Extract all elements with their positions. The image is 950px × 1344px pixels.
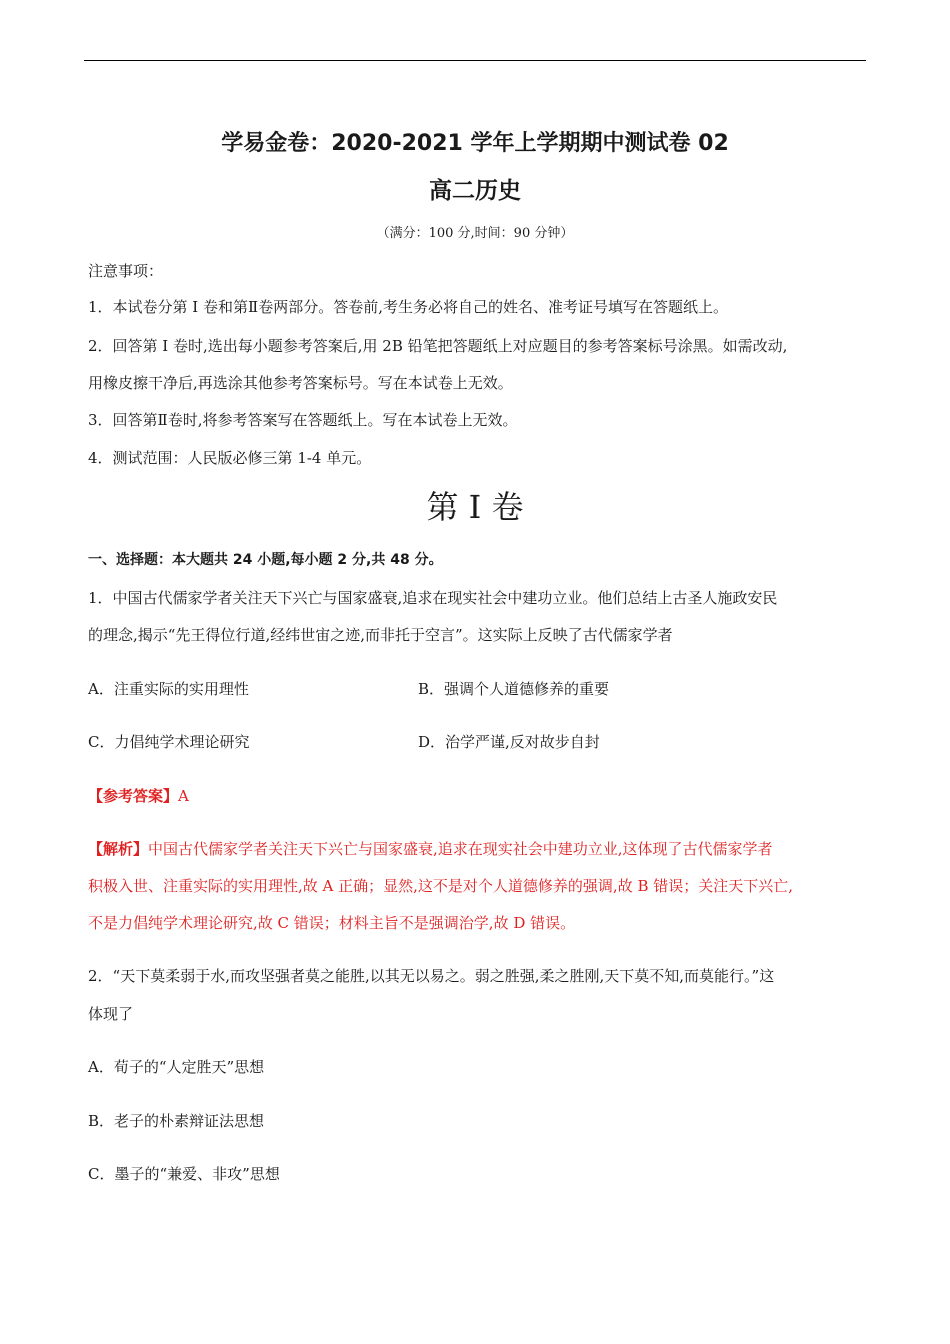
exam-title: 学易金卷：2020-2021 学年上学期期中测试卷 02	[221, 131, 729, 156]
note-item: 3．回答第Ⅱ卷时,将参考答案写在答题纸上。写在本试卷上无效。	[88, 411, 518, 429]
q2-option-a: A．荀子的“人定胜天”思想	[88, 1058, 265, 1076]
note-item: 1．本试卷分第 I 卷和第Ⅱ卷两部分。答卷前,考生务必将自己的姓名、准考证号填写在答题纸上。	[88, 298, 728, 316]
answer-value: A	[178, 787, 189, 805]
q1-stem-line: 的理念,揭示“先王得位行道,经纬世宙之迹,而非托于空言”。这实际上反映了古代儒家学者	[88, 626, 673, 644]
score-time-info: （满分：100 分,时间：90 分钟）	[376, 226, 574, 241]
section-title: 一、选择题：本大题共 24 小题,每小题 2 分,共 48 分。	[88, 552, 443, 568]
notes-heading: 注意事项：	[88, 262, 164, 280]
subject-title: 高二历史	[429, 178, 521, 204]
analysis-label: 【解析】	[88, 840, 149, 858]
volume-title: 第 I 卷	[426, 488, 524, 526]
q1-option-c: C．力倡纯学术理论研究	[88, 733, 250, 751]
answer-label: 【参考答案】	[88, 787, 179, 805]
q1-analysis-line	[88, 838, 773, 859]
q2-stem-line: 2．“天下莫柔弱于水,而攻坚强者莫之能胜,以其无以易之。弱之胜强,柔之胜刚,天下莫不知,而莫能行。”这	[88, 967, 775, 985]
q1-stem-line: 1．中国古代儒家学者关注天下兴亡与国家盛衰,追求在现实社会中建功立业。他们总结上古圣人施政安民	[88, 589, 778, 607]
q1-analysis-line: 积极入世、注重实际的实用理性,故 A 正确；显然,这不是对个人道德修养的强调,故 B 错误；关注天下兴亡,	[88, 877, 794, 895]
header-rule	[84, 60, 866, 61]
q1-option-a: A．注重实际的实用理性	[88, 680, 249, 698]
analysis-text: 中国古代儒家学者关注天下兴亡与国家盛衰,追求在现实社会中建功立业,这体现了古代儒家学者	[148, 840, 773, 858]
q1-answer	[88, 785, 189, 806]
q1-option-b: B．强调个人道德修养的重要	[418, 680, 610, 698]
note-item: 2．回答第 I 卷时,选出每小题参考答案后,用 2B 铅笔把答题纸上对应题目的参考答案标号涂黑。如需改动,	[88, 337, 788, 355]
note-item: 4．测试范围：人民版必修三第 1-4 单元。	[88, 449, 372, 467]
note-item: 用橡皮擦干净后,再选涂其他参考答案标号。写在本试卷上无效。	[88, 374, 513, 392]
q2-option-b: B．老子的朴素辩证法思想	[88, 1112, 265, 1130]
q1-option-d: D．治学严谨,反对故步自封	[418, 733, 600, 751]
q2-option-c: C．墨子的“兼爱、非攻”思想	[88, 1165, 280, 1183]
q2-stem-line: 体现了	[88, 1005, 134, 1023]
q1-analysis-line: 不是力倡纯学术理论研究,故 C 错误；材料主旨不是强调治学,故 D 错误。	[88, 914, 576, 932]
